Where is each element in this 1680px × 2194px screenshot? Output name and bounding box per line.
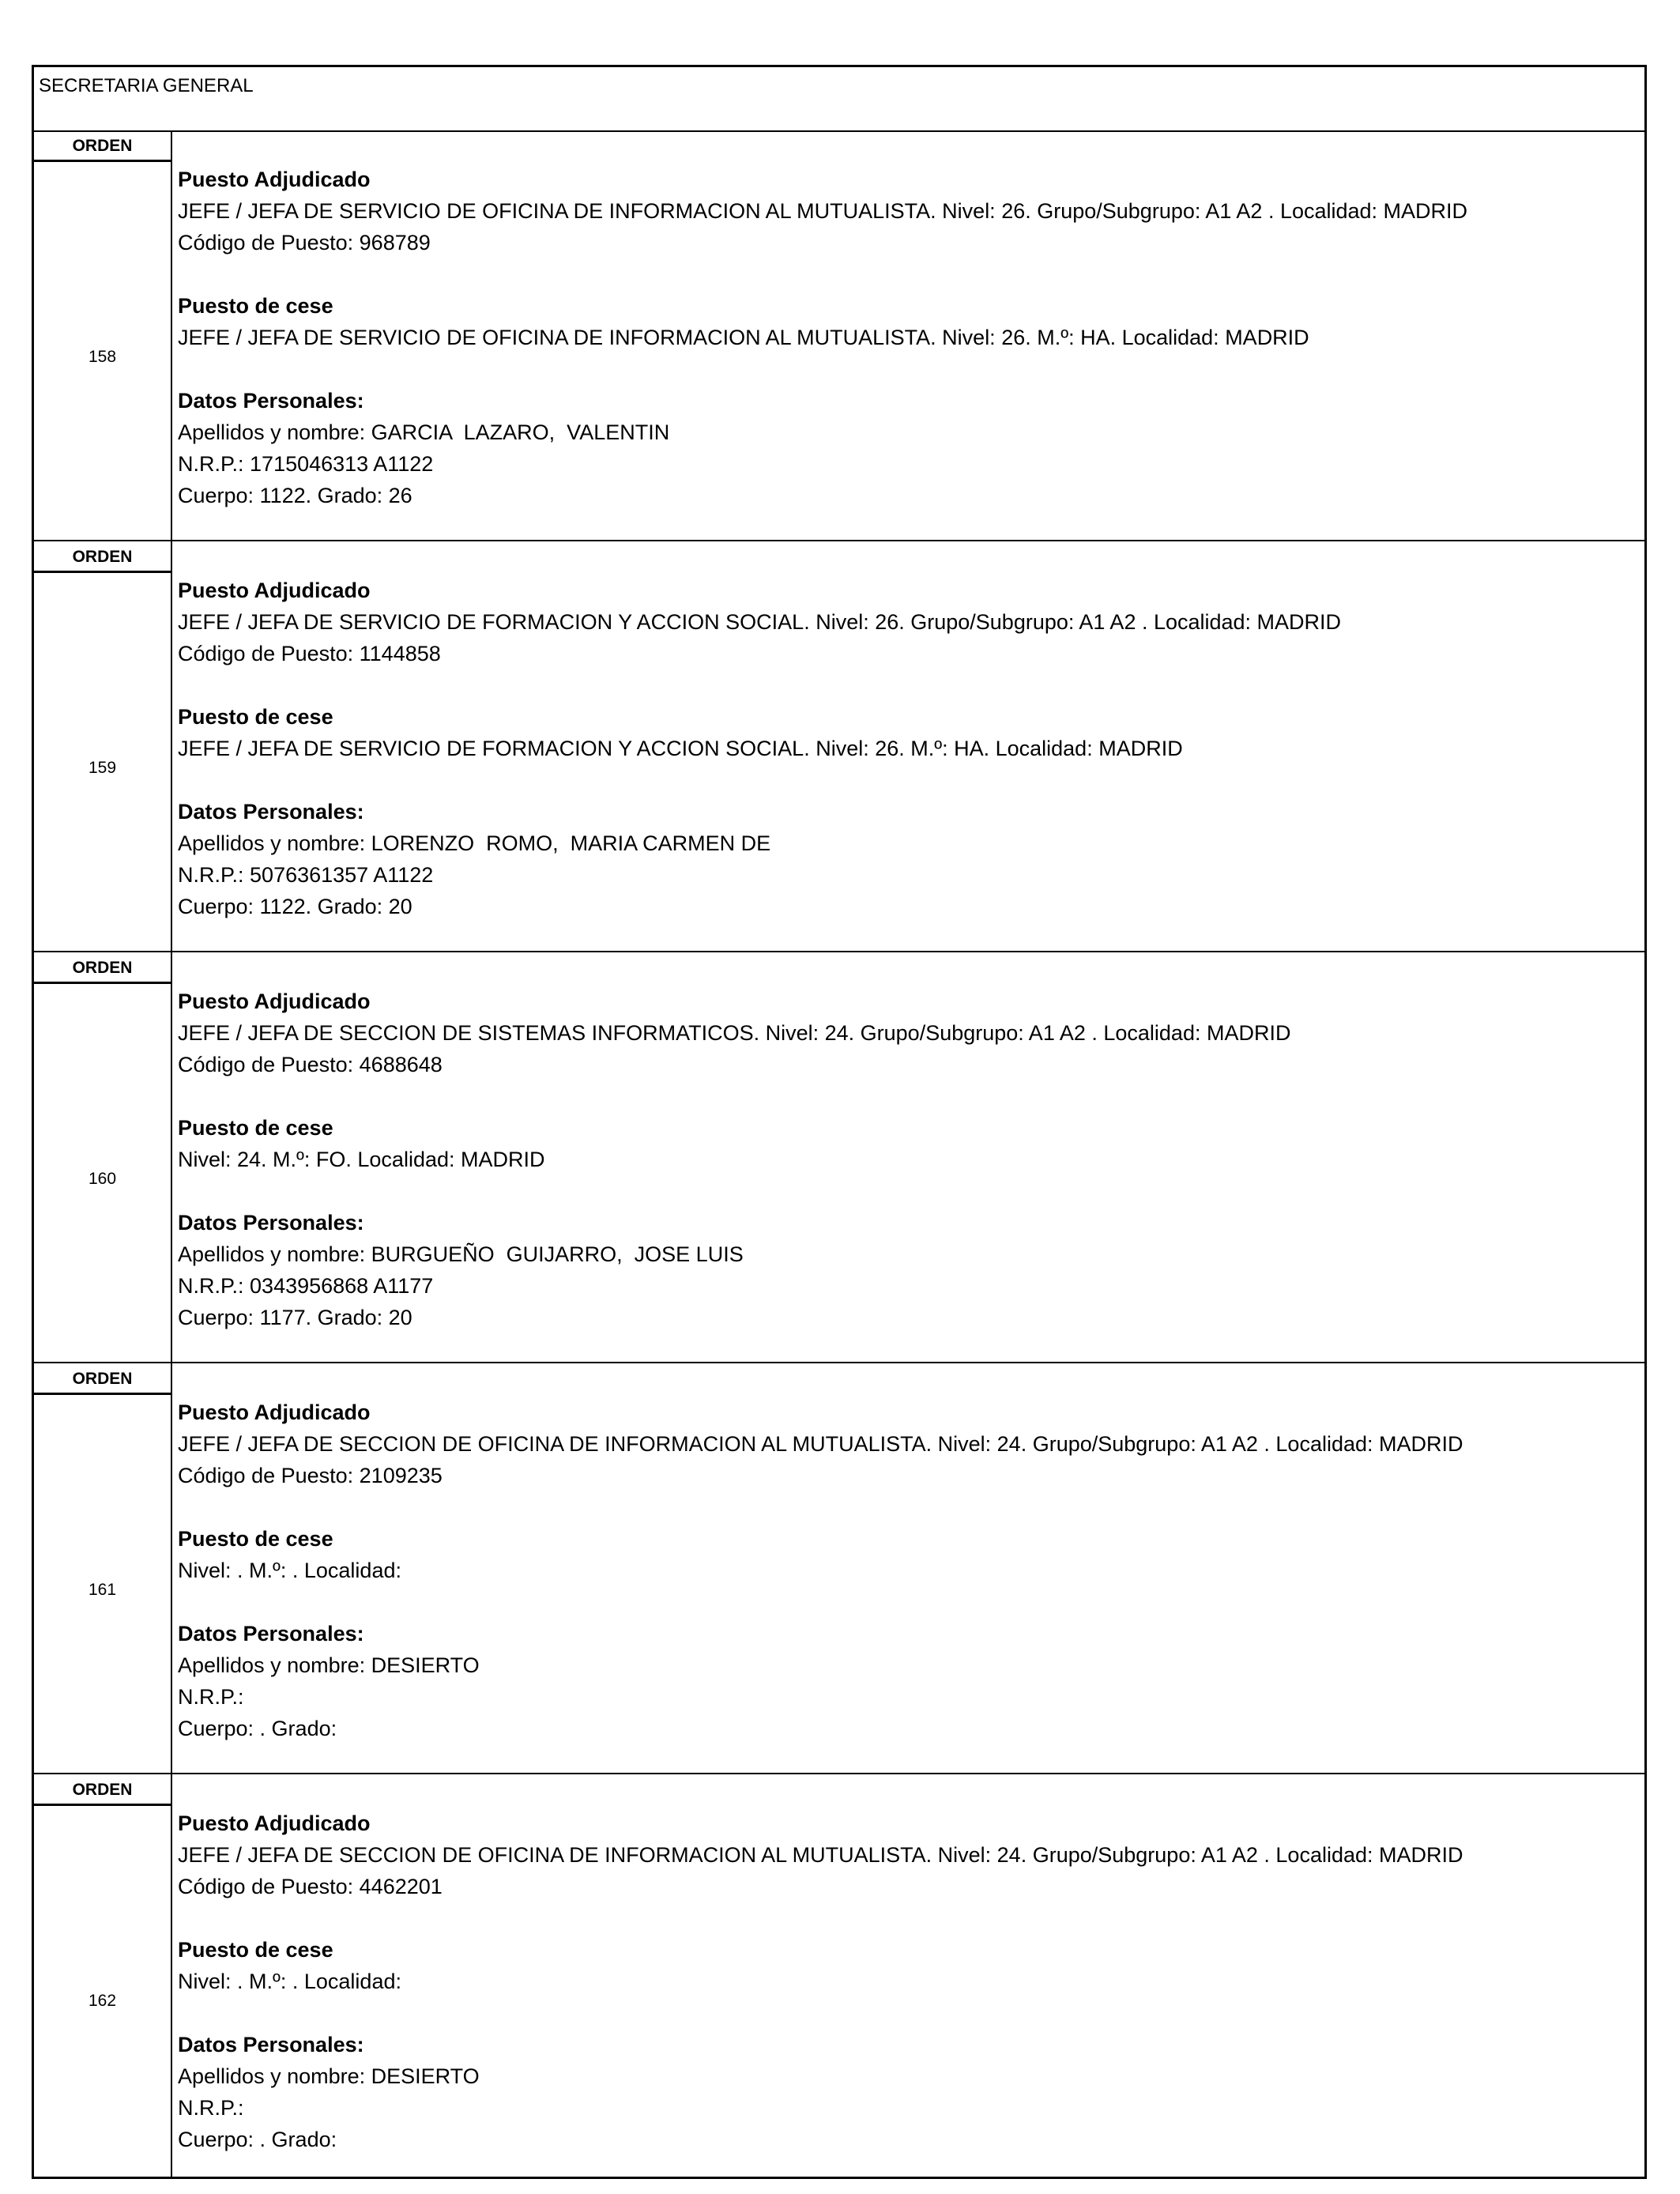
- entry-details: [178, 1397, 1638, 1744]
- personal-nrp: N.R.P.: 5076361357 A1122: [178, 863, 434, 887]
- adjudicado-code: Código de Puesto: 4462201: [178, 1875, 443, 1898]
- orden-number: 160: [88, 1170, 117, 1188]
- personal-cuerpo: Cuerpo: 1122. Grado: 20: [178, 895, 412, 918]
- orden-column: [34, 1774, 172, 2177]
- personal-nrp: N.R.P.: 0343956868 A1177: [178, 1274, 434, 1298]
- adjudicado-code: Código de Puesto: 4688648: [178, 1053, 443, 1076]
- adjudicado-position: JEFE / JEFA DE SECCION DE OFICINA DE INFORMACION AL MUTUALISTA. Nivel: 24. Grupo/Subgrupo: A1 A2 . Localidad: MADRID: [178, 1843, 1463, 1867]
- cese-heading: Puesto de cese: [178, 1116, 333, 1140]
- orden-number: 159: [88, 759, 117, 777]
- personal-cuerpo: Cuerpo: . Grado:: [178, 1717, 337, 1740]
- cese-position: JEFE / JEFA DE SERVICIO DE OFICINA DE INFORMACION AL MUTUALISTA. Nivel: 26. M.º: HA. Localidad: MADRID: [178, 326, 1309, 349]
- orden-number: 162: [88, 1992, 117, 2010]
- orden-column: [34, 1363, 172, 1773]
- personales-heading: Datos Personales:: [178, 1622, 364, 1646]
- adjudicado-position: JEFE / JEFA DE SERVICIO DE OFICINA DE INFORMACION AL MUTUALISTA. Nivel: 26. Grupo/Subgrupo: A1 A2 . Localidad: MADRID: [178, 199, 1468, 223]
- adjudicado-heading: Puesto Adjudicado: [178, 990, 371, 1013]
- adjudicado-heading: Puesto Adjudicado: [178, 1400, 371, 1424]
- entry-row: [34, 952, 1644, 1363]
- orden-label: ORDEN: [34, 1774, 171, 1806]
- entry-row: [34, 1774, 1644, 2177]
- entry-details: [178, 164, 1638, 511]
- entry-details: [178, 986, 1638, 1333]
- cese-heading: Puesto de cese: [178, 1527, 333, 1551]
- entry-row: [34, 130, 1644, 541]
- orden-number: 158: [88, 348, 117, 366]
- section-header: [34, 67, 1644, 132]
- cese-heading: Puesto de cese: [178, 1938, 333, 1962]
- cese-heading: Puesto de cese: [178, 705, 333, 729]
- section-title: SECRETARIA GENERAL: [39, 75, 254, 96]
- orden-column: [34, 952, 172, 1362]
- orden-label: ORDEN: [34, 1363, 171, 1395]
- document-table: [32, 65, 1647, 2179]
- orden-label: ORDEN: [34, 952, 171, 984]
- adjudicado-heading: Puesto Adjudicado: [178, 579, 371, 602]
- cese-position: JEFE / JEFA DE SERVICIO DE FORMACION Y ACCION SOCIAL. Nivel: 26. M.º: HA. Localidad: MADRID: [178, 737, 1183, 760]
- personal-name: Apellidos y nombre: DESIERTO: [178, 1653, 480, 1677]
- entry-details: [178, 1808, 1638, 2155]
- orden-column: [34, 130, 172, 540]
- personales-heading: Datos Personales:: [178, 1211, 364, 1235]
- adjudicado-position: JEFE / JEFA DE SECCION DE OFICINA DE INFORMACION AL MUTUALISTA. Nivel: 24. Grupo/Subgrupo: A1 A2 . Localidad: MADRID: [178, 1432, 1463, 1456]
- entry-details: [178, 575, 1638, 922]
- cese-position: Nivel: 24. M.º: FO. Localidad: MADRID: [178, 1148, 545, 1171]
- personal-name: Apellidos y nombre: GARCIA LAZARO, VALENTIN: [178, 420, 670, 444]
- orden-column: [34, 541, 172, 951]
- adjudicado-heading: Puesto Adjudicado: [178, 1811, 371, 1835]
- adjudicado-position: JEFE / JEFA DE SECCION DE SISTEMAS INFORMATICOS. Nivel: 24. Grupo/Subgrupo: A1 A2 . Localidad: MADRID: [178, 1021, 1291, 1045]
- cese-position: Nivel: . M.º: . Localidad:: [178, 1970, 401, 1993]
- entry-row: [34, 541, 1644, 952]
- adjudicado-heading: Puesto Adjudicado: [178, 168, 371, 191]
- orden-number: 161: [88, 1581, 117, 1599]
- orden-label: ORDEN: [34, 541, 171, 573]
- personales-heading: Datos Personales:: [178, 389, 364, 413]
- personal-nrp: N.R.P.:: [178, 2096, 244, 2120]
- personales-heading: Datos Personales:: [178, 800, 364, 824]
- adjudicado-position: JEFE / JEFA DE SERVICIO DE FORMACION Y ACCION SOCIAL. Nivel: 26. Grupo/Subgrupo: A1 A2 . Localidad: MADRID: [178, 610, 1342, 634]
- personal-nrp: N.R.P.: 1715046313 A1122: [178, 452, 434, 476]
- personal-name: Apellidos y nombre: DESIERTO: [178, 2064, 480, 2088]
- personal-name: Apellidos y nombre: LORENZO ROMO, MARIA CARMEN DE: [178, 831, 771, 855]
- personal-nrp: N.R.P.:: [178, 1685, 244, 1709]
- personal-cuerpo: Cuerpo: 1177. Grado: 20: [178, 1306, 412, 1329]
- orden-label: ORDEN: [34, 130, 171, 162]
- cese-position: Nivel: . M.º: . Localidad:: [178, 1559, 401, 1582]
- adjudicado-code: Código de Puesto: 1144858: [178, 642, 441, 665]
- personal-cuerpo: Cuerpo: 1122. Grado: 26: [178, 484, 412, 507]
- adjudicado-code: Código de Puesto: 968789: [178, 231, 431, 254]
- adjudicado-code: Código de Puesto: 2109235: [178, 1464, 443, 1487]
- personales-heading: Datos Personales:: [178, 2033, 364, 2056]
- personal-cuerpo: Cuerpo: . Grado:: [178, 2128, 337, 2151]
- cese-heading: Puesto de cese: [178, 294, 333, 318]
- personal-name: Apellidos y nombre: BURGUEÑO GUIJARRO, JOSE LUIS: [178, 1242, 744, 1266]
- entry-row: [34, 1363, 1644, 1774]
